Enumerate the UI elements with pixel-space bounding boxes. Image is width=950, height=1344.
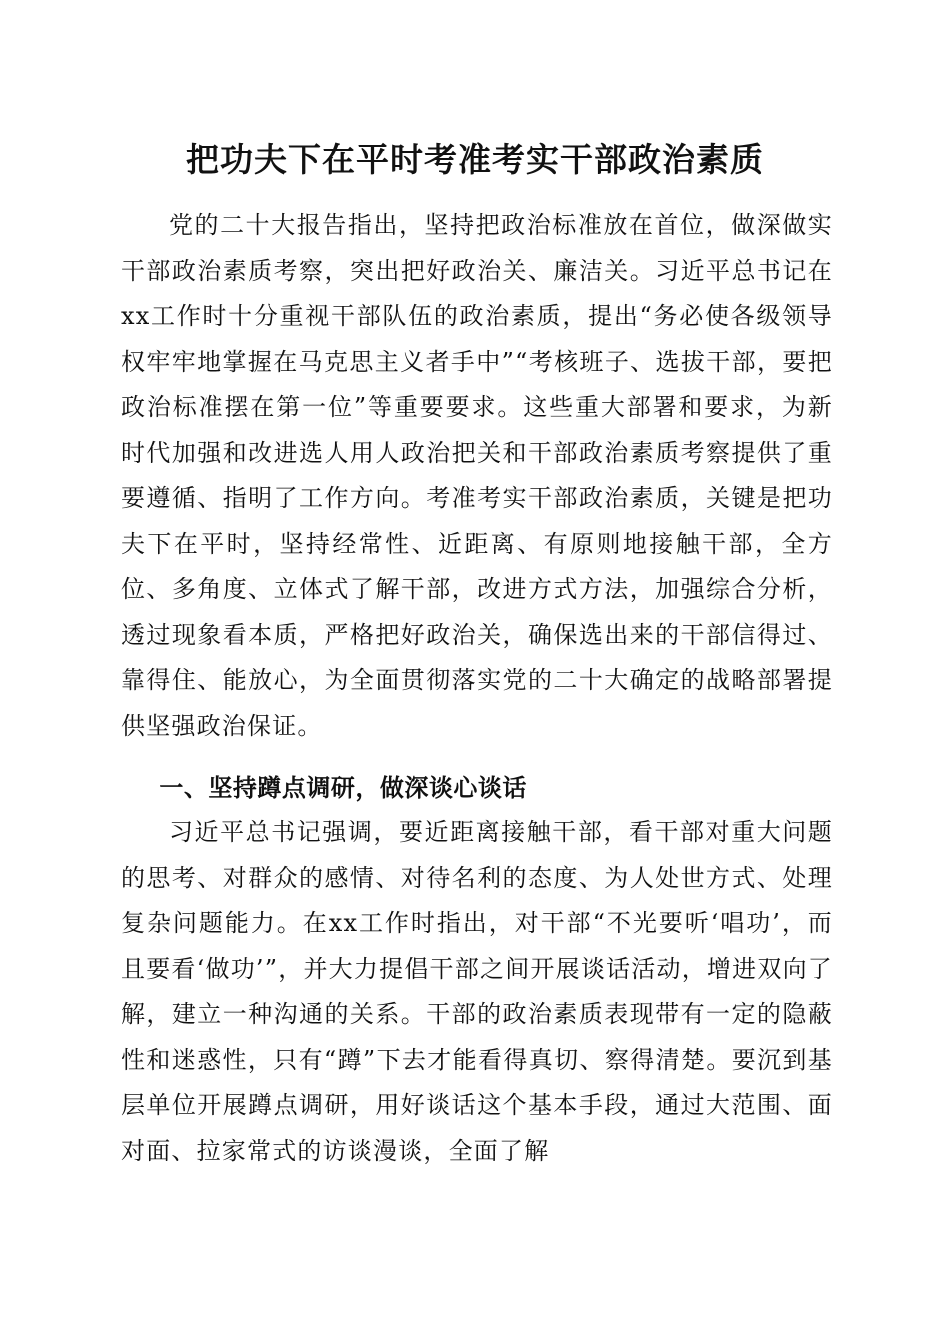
- paragraph-intro: 党的二十大报告指出，坚持把政治标准放在首位，做深做实干部政治素质考察，突出把好政治关、廉洁关。习近平总书记在xx工作时十分重视干部队伍的政治素质，提出“务必使各级领导权牢牢地掌握在马克思主义者手中”“考核班子、选拔干部，要把政治标准摆在第一位”等重要要求。这些重大部署和要求，为新时代加强和改进选人用人政治把关和干部政治素质考察提供了重要遵循、指明了工作方向。考准考实干部政治素质，关键是把功夫下在平时，坚持经常性、近距离、有原则地接触干部，全方位、多角度、立体式了解干部，改进方式方法，加强综合分析，透过现象看本质，严格把好政治关，确保选出来的干部信得过、靠得住、能放心，为全面贯彻落实党的二十大确定的战略部署提供坚强政治保证。: [121, 211, 833, 740]
- section-heading-1: 一、坚持蹲点调研，做深谈心谈话: [159, 774, 527, 802]
- document-title: 把功夫下在平时考准考实干部政治素质: [186, 140, 764, 179]
- paragraph-section-1: 习近平总书记强调，要近距离接触干部，看干部对重大问题的思考、对群众的感情、对待名利的态度、为人处世方式、处理复杂问题能力。在xx工作时指出，对干部“不光要听‘唱功’，而且要看‘做功’”，并大力提倡干部之间开展谈话活动，增进双向了解，建立一种沟通的关系。干部的政治素质表现带有一定的隐蔽性和迷惑性，只有“蹲”下去才能看得真切、察得清楚。要沉到基层单位开展蹲点调研，用好谈话这个基本手段，通过大范围、面对面、拉家常式的访谈漫谈，全面了解: [121, 818, 833, 1165]
